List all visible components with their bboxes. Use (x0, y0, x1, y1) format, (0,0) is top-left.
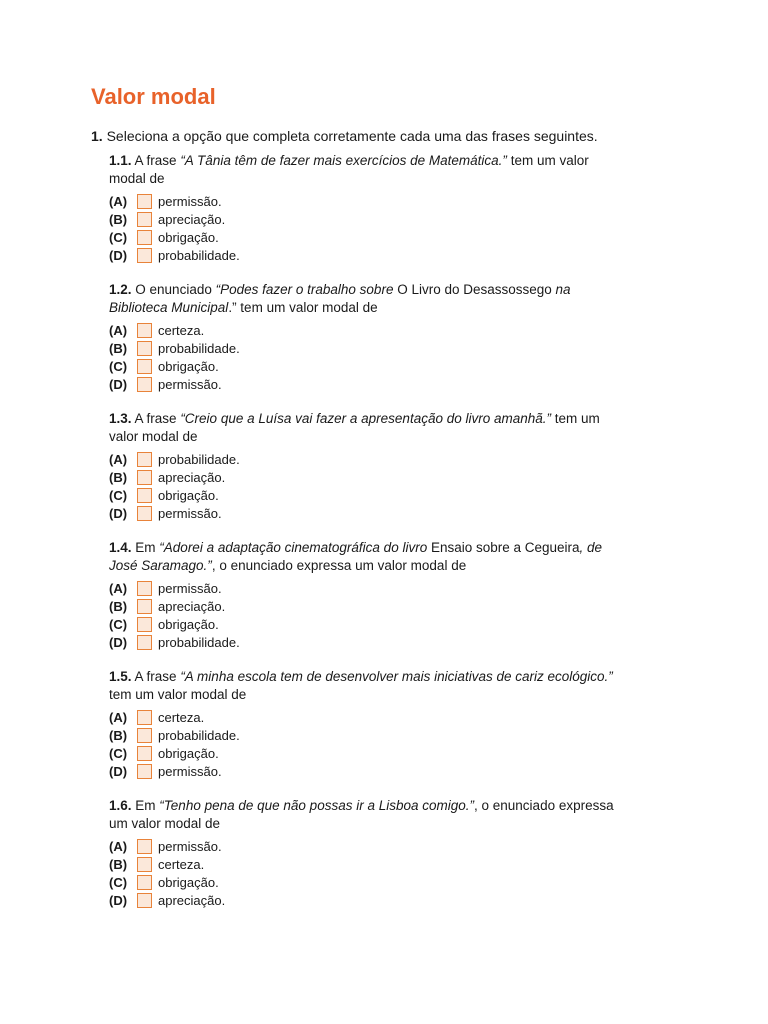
option-a[interactable] (109, 321, 619, 339)
option-d[interactable] (109, 633, 619, 651)
stem-text: A frase (131, 411, 181, 426)
quoted-sentence: na Biblioteca Municipal (109, 282, 571, 315)
option-letter: (D) (109, 892, 128, 908)
stem-text: O Livro do Desassossego (397, 282, 552, 297)
option-letter: (A) (109, 838, 128, 854)
answer-checkbox[interactable] (137, 746, 152, 761)
question-number: 1.6. (109, 798, 132, 813)
question-stem (109, 668, 619, 704)
option-text: probabilidade. (158, 727, 240, 743)
answer-checkbox[interactable] (137, 230, 152, 245)
stem-text: tem um valor modal de (109, 153, 589, 186)
stem-text: Ensaio sobre a Cegueira (430, 540, 580, 555)
option-letter: (A) (109, 193, 128, 209)
answer-checkbox[interactable] (137, 710, 152, 725)
option-letter: (C) (109, 616, 128, 632)
stem-text: A frase (131, 153, 181, 168)
stem-text: , o enunciado expressa um valor modal de (211, 558, 467, 573)
question-stem (109, 539, 619, 575)
option-letter: (D) (109, 763, 128, 779)
option-c[interactable] (109, 486, 619, 504)
option-text: permissão. (158, 505, 222, 521)
option-text: probabilidade. (158, 340, 240, 356)
option-letter: (A) (109, 322, 128, 338)
exercise-instruction (91, 127, 598, 145)
option-text: apreciação. (158, 469, 226, 485)
question-number: 1.4. (109, 540, 132, 555)
answer-checkbox[interactable] (137, 506, 152, 521)
question-number: 1.5. (109, 669, 132, 684)
exercise-number: 1. (91, 128, 103, 144)
option-d[interactable] (109, 891, 619, 909)
option-list (109, 192, 619, 264)
option-text: apreciação. (158, 892, 226, 908)
option-letter: (C) (109, 487, 128, 503)
answer-checkbox[interactable] (137, 248, 152, 263)
option-list (109, 321, 619, 393)
answer-checkbox[interactable] (137, 599, 152, 614)
option-d[interactable] (109, 504, 619, 522)
option-text: permissão. (158, 838, 222, 854)
answer-checkbox[interactable] (137, 581, 152, 596)
option-letter: (B) (109, 598, 128, 614)
option-letter: (B) (109, 727, 128, 743)
option-text: obrigação. (158, 229, 219, 245)
option-text: probabilidade. (158, 634, 240, 650)
option-d[interactable] (109, 246, 619, 264)
exercise-instruction-text: Seleciona a opção que completa corretamente cada uma das frases seguintes. (106, 128, 598, 144)
answer-checkbox[interactable] (137, 359, 152, 374)
option-text: probabilidade. (158, 451, 240, 467)
answer-checkbox[interactable] (137, 212, 152, 227)
option-text: apreciação. (158, 598, 226, 614)
option-text: permissão. (158, 763, 222, 779)
quoted-sentence: “Creio que a Luísa vai fazer a apresentação do livro amanhã.” (180, 411, 552, 426)
option-b[interactable] (109, 726, 619, 744)
option-b[interactable] (109, 468, 619, 486)
answer-checkbox[interactable] (137, 893, 152, 908)
option-d[interactable] (109, 375, 619, 393)
option-text: permissão. (158, 376, 222, 392)
option-text: obrigação. (158, 745, 219, 761)
stem-text: , o enunciado expressa um valor modal de (109, 798, 614, 831)
option-d[interactable] (109, 762, 619, 780)
stem-text: Em (131, 798, 160, 813)
option-text: certeza. (158, 709, 205, 725)
option-c[interactable] (109, 873, 619, 891)
question-2 (109, 281, 619, 393)
quoted-sentence: “Adorei a adaptação cinematográfica do livro (159, 540, 431, 555)
question-number: 1.3. (109, 411, 132, 426)
option-c[interactable] (109, 357, 619, 375)
option-b[interactable] (109, 855, 619, 873)
answer-checkbox[interactable] (137, 635, 152, 650)
quoted-sentence: , de José Saramago.” (109, 540, 603, 573)
question-stem (109, 410, 619, 446)
stem-text: .” tem um valor modal de (228, 300, 378, 315)
option-letter: (D) (109, 505, 128, 521)
quoted-sentence: “A minha escola tem de desenvolver mais iniciativas de cariz ecológico.” (180, 669, 613, 684)
quoted-sentence: “Tenho pena de que não possas ir a Lisboa comigo.” (159, 798, 475, 813)
option-letter: (A) (109, 580, 128, 596)
option-list (109, 579, 619, 651)
option-letter: (A) (109, 451, 128, 467)
option-text: certeza. (158, 856, 205, 872)
option-letter: (C) (109, 358, 128, 374)
option-text: certeza. (158, 322, 205, 338)
answer-checkbox[interactable] (137, 857, 152, 872)
stem-text: tem um valor modal de (109, 687, 247, 702)
option-list (109, 450, 619, 522)
question-6 (109, 797, 619, 909)
answer-checkbox[interactable] (137, 377, 152, 392)
quoted-sentence: “A Tânia têm de fazer mais exercícios de Matemática.” (180, 153, 507, 168)
answer-checkbox[interactable] (137, 194, 152, 209)
answer-checkbox[interactable] (137, 341, 152, 356)
answer-checkbox[interactable] (137, 323, 152, 338)
option-text: probabilidade. (158, 247, 240, 263)
option-list (109, 837, 619, 909)
option-c[interactable] (109, 744, 619, 762)
option-text: permissão. (158, 580, 222, 596)
stem-text: O enunciado (131, 282, 216, 297)
answer-checkbox[interactable] (137, 452, 152, 467)
option-text: obrigação. (158, 874, 219, 890)
option-c[interactable] (109, 615, 619, 633)
question-stem (109, 797, 619, 833)
answer-checkbox[interactable] (137, 875, 152, 890)
option-c[interactable] (109, 228, 619, 246)
option-b[interactable] (109, 210, 619, 228)
option-text: apreciação. (158, 211, 226, 227)
answer-checkbox[interactable] (137, 488, 152, 503)
answer-checkbox[interactable] (137, 617, 152, 632)
option-a[interactable] (109, 579, 619, 597)
question-stem (109, 281, 619, 317)
option-letter: (A) (109, 709, 128, 725)
question-5 (109, 668, 619, 780)
option-letter: (C) (109, 745, 128, 761)
option-letter: (D) (109, 634, 128, 650)
answer-checkbox[interactable] (137, 764, 152, 779)
answer-checkbox[interactable] (137, 839, 152, 854)
option-letter: (B) (109, 340, 128, 356)
stem-text: Em (131, 540, 160, 555)
option-text: obrigação. (158, 616, 219, 632)
option-text: obrigação. (158, 358, 219, 374)
option-b[interactable] (109, 597, 619, 615)
answer-checkbox[interactable] (137, 470, 152, 485)
page-title: Valor modal (91, 84, 216, 109)
question-stem (109, 152, 619, 188)
option-a[interactable] (109, 837, 619, 855)
option-letter: (B) (109, 211, 128, 227)
question-number: 1.2. (109, 282, 132, 297)
option-a[interactable] (109, 708, 619, 726)
question-1 (109, 152, 619, 264)
quoted-sentence: “Podes fazer o trabalho sobre (215, 282, 398, 297)
answer-checkbox[interactable] (137, 728, 152, 743)
option-letter: (C) (109, 874, 128, 890)
question-number: 1.1. (109, 153, 132, 168)
option-a[interactable] (109, 450, 619, 468)
option-letter: (C) (109, 229, 128, 245)
stem-text: A frase (131, 669, 181, 684)
option-b[interactable] (109, 339, 619, 357)
option-a[interactable] (109, 192, 619, 210)
option-list (109, 708, 619, 780)
option-letter: (B) (109, 856, 128, 872)
stem-text: tem um valor modal de (109, 411, 600, 444)
option-text: permissão. (158, 193, 222, 209)
option-letter: (D) (109, 376, 128, 392)
question-4 (109, 539, 619, 651)
question-3 (109, 410, 619, 522)
option-letter: (B) (109, 469, 128, 485)
option-text: obrigação. (158, 487, 219, 503)
option-letter: (D) (109, 247, 128, 263)
